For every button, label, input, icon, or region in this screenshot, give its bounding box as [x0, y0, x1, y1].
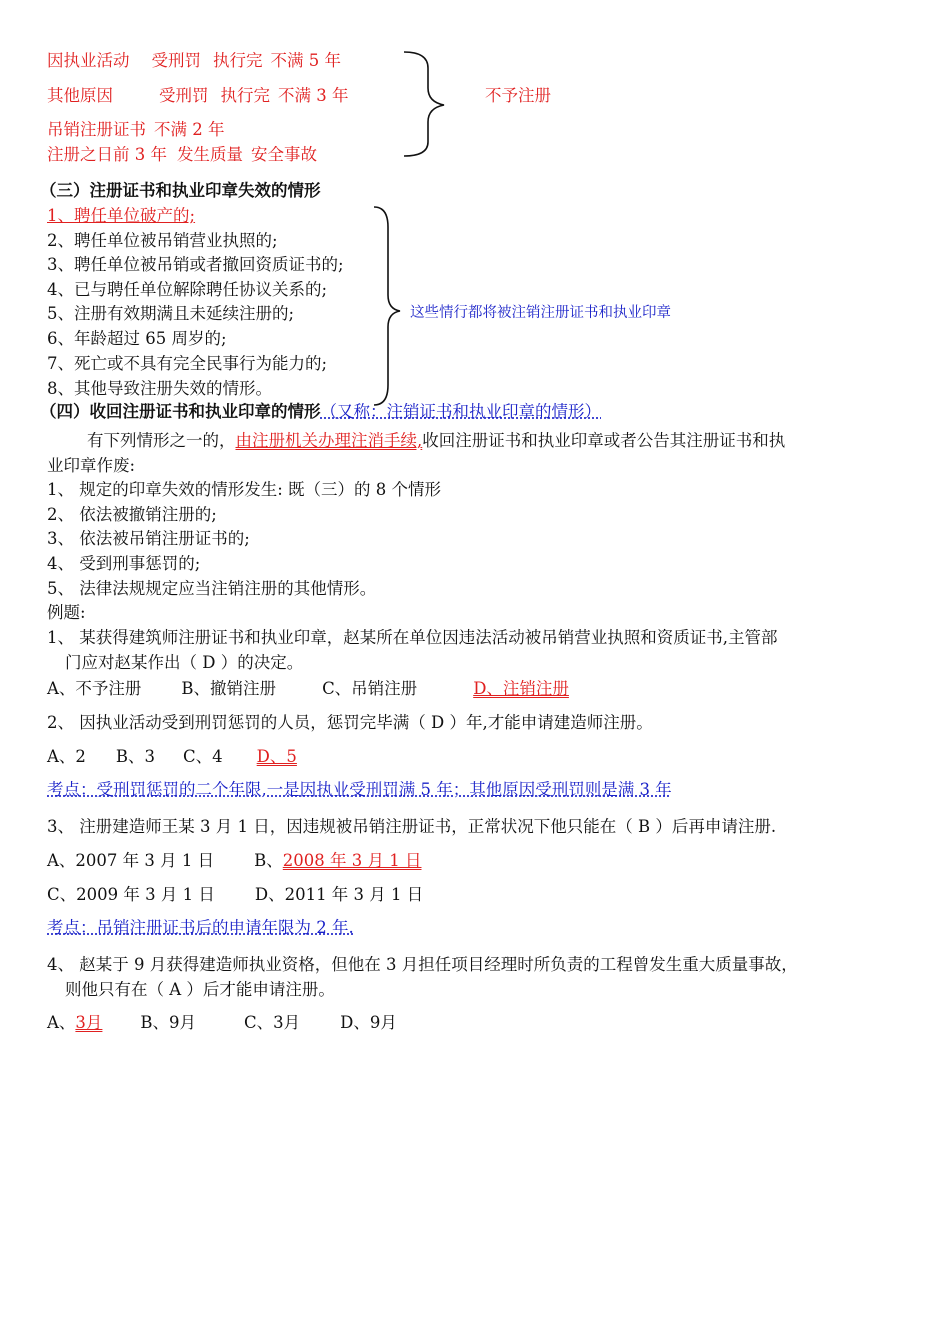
question-3: 3、 注册建造师王某 3 月 1 日，因违规被吊销注册证书，正常状况下他只能在（ B ）后再申请注册.	[47, 817, 777, 836]
option: D、2011 年 3 月 1 日	[254, 885, 424, 904]
row-2: 其他原因 受刑罚 执行完 不满 3 年	[47, 86, 349, 105]
option: D、9月	[340, 1013, 397, 1032]
option: B、3	[115, 747, 156, 766]
option: A、	[47, 1013, 76, 1032]
question-4: 4、 赵某于 9 月获得建造师执业资格，但他在 3 月担任项目经理时所负责的工程曾发生重大质量事故，	[47, 955, 798, 974]
list-item: 6、年龄超过 65 周岁的;	[47, 329, 227, 348]
question-4-cont: 则他只有在（ A ）后才能申请注册。	[65, 980, 335, 999]
brace-right-icon	[372, 205, 412, 407]
option: B、	[254, 851, 283, 870]
option-answer: D、注销注册	[473, 679, 569, 698]
brace-label: 不予注册	[485, 86, 551, 105]
list-item: 4、 受到刑事惩罚的;	[47, 554, 201, 573]
option: B、9月	[140, 1013, 197, 1032]
list-item: 3、聘任单位被吊销或者撤回资质证书的;	[47, 255, 344, 274]
question-2: 2、 因执业活动受到刑罚惩罚的人员，惩罚完毕满（ D ）年,才能申请建造师注册。	[47, 713, 653, 732]
section-4-intro-cont: 业印章作废:	[47, 456, 136, 475]
list-item: 5、 法律法规规定应当注销注册的其他情形。	[47, 579, 377, 598]
brace-right-icon	[400, 50, 460, 160]
option: C、3月	[244, 1013, 301, 1032]
question-3-point: 考点：吊销注册证书后的申请年限为 2 年.	[47, 918, 354, 937]
list-item: 1、聘任单位破产的;	[47, 206, 196, 225]
list-item: 8、其他导致注册失效的情形。	[47, 379, 272, 398]
section-3-heading: （三）注册证书和执业印章失效的情形	[40, 181, 321, 200]
option-answer: 3月	[75, 1013, 103, 1032]
brace-note: 这些情行都将被注销注册证书和执业印章	[410, 305, 671, 321]
option: A、2007 年 3 月 1 日	[47, 851, 215, 870]
list-item: 1、 规定的印章失效的情形发生: 既（三）的 8 个情形	[47, 480, 442, 499]
list-item: 5、注册有效期满且未延续注册的;	[47, 304, 295, 323]
question-3-options-1	[47, 850, 422, 872]
list-item: 2、 依法被撤销注册的;	[47, 505, 217, 524]
list-item: 2、聘任单位被吊销营业执照的;	[47, 231, 278, 250]
row-4: 注册之日前 3 年 发生质量 安全事故	[47, 145, 317, 164]
question-1-cont: 门应对赵某作出（ D ）的决定。	[65, 653, 304, 672]
option-answer: 2008 年 3 月 1 日	[282, 851, 422, 870]
option: B、撤销注册	[181, 679, 277, 698]
option: C、4	[183, 747, 223, 766]
list-item: 4、已与聘任单位解除聘任协议关系的;	[47, 280, 328, 299]
question-3-options-2	[47, 884, 423, 906]
option-answer: D、5	[256, 747, 297, 766]
row-3: 吊销注册证书 不满 2 年	[47, 120, 225, 139]
row-1: 因执业活动 受刑罚 执行完 不满 5 年	[47, 51, 341, 70]
question-2-options	[47, 746, 297, 768]
section-4-heading-note: （又称：注销证书和执业印章的情形）	[320, 402, 601, 421]
intro-highlight: 由注册机关办理注消手续,	[235, 431, 423, 450]
section-4-heading: （四）收回注册证书和执业印章的情形	[40, 402, 321, 421]
list-item: 7、死亡或不具有完全民事行为能力的;	[47, 354, 328, 373]
question-1-options	[47, 678, 569, 700]
examples-label: 例题:	[47, 603, 86, 622]
question-2-point: 考点：受刑罚惩罚的二个年限,一是因执业受刑罚满 5 年；其他原因受刑罚则是满 3 年	[47, 780, 672, 799]
question-4-options	[47, 1012, 397, 1034]
option: A、不予注册	[47, 679, 142, 698]
list-item: 3、 依法被吊销注册证书的;	[47, 529, 250, 548]
section-4-intro: 有下列情形之一的，由注册机关办理注消手续,收回注册证书和执业印章或者公告其注册证书和执	[87, 431, 786, 450]
question-1: 1、 某获得建筑师注册证书和执业印章，赵某所在单位因违法活动被吊销营业执照和资质证书,主管部	[47, 628, 778, 647]
section-4-heading-line	[40, 401, 601, 423]
option: C、2009 年 3 月 1 日	[47, 885, 215, 904]
option: A、2	[47, 747, 86, 766]
option: C、吊销注册	[322, 679, 418, 698]
